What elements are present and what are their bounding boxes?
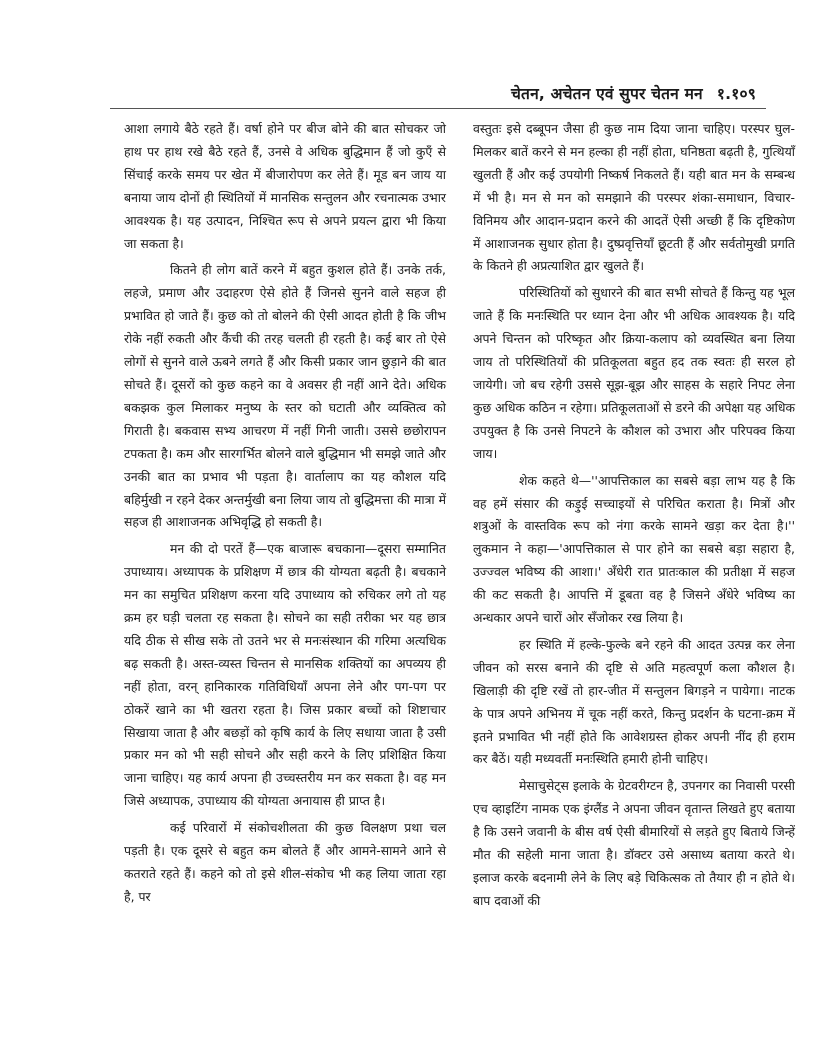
paragraph: हर स्थिति में हल्के-फुल्के बने रहने की आदत उत्पन्न कर लेना जीवन को सरस बनाने की दृष्टि से अति महत्वपूर्ण कला कौशल है। खिलाड़ी की दृष्टि रखें तो हार-जीत में सन्तुलन बिगड़ने न पायेगा। नाटक के पात्र अपने अभिनय में चूक नहीं करते, किन्तु प्रदर्शन के घटना-क्रम में इतने प्रभावित भी नहीं होते कि आवेशग्रस्त होकर अपनी नींद ही हराम कर बैठें। यही मध्यवर्ती मनःस्थिति हमारी होनी चाहिए।	[473, 636, 795, 767]
paragraph: परिस्थितियों को सुधारने की बात सभी सोचते हैं किन्तु यह भूल जाते हैं कि मनःस्थिति पर ध्यान देना और भी अधिक आवश्यक है। यदि अपने चिन्तन को परिष्कृत और क्रिया-कलाप को व्यवस्थित बना लिया जाय तो परिस्थितियों की प्रतिकूलता बहुत हद तक स्वतः ही सरल हो जायेगी। जो बच रहेगी उससे सूझ-बूझ और साहस के सहारे निपट लेना कुछ अधिक कठिन न रहेगा। प्रतिकूलताओं से डरने की अपेक्षा यह अधिक उपयुक्त है कि उनसे निपटने के कौशल को उभारा और परिपक्व किया जाय।	[473, 285, 795, 461]
page-number: १.१०९	[716, 85, 756, 103]
left-column	[124, 118, 446, 909]
paragraph: वस्तुतः इसे दब्बूपन जैसा ही कुछ नाम दिया जाना चाहिए। परस्पर घुल-मिलकर बातें करने से मन हल्का ही नहीं होता, घनिष्ठता बढ़ती है, गुत्थियाँ खुलती हैं और कई उपयोगी निष्कर्ष निकलते हैं। यही बात मन के सम्बन्ध में भी है। मन से मन को समझाने की परस्पर शंका-समाधान, विचार- विनिमय और आदान-प्रदान करने की आदतें ऐसी अच्छी हैं कि दृष्टिकोण में आशाजनक सुधार होता है। दुष्प्रवृत्तियाँ छूटती हैं और सर्वतोमुखी प्रगति के कितने ही अप्रत्याशित द्वार खुलते हैं।	[473, 121, 795, 274]
running-title: चेतन, अचेतन एवं सुपर चेतन मन	[511, 85, 703, 103]
header-rule	[110, 108, 766, 109]
paragraph: कई परिवारों में संकोचशीलता की कुछ विलक्षण प्रथा चल पड़ती है। एक दूसरे से बहुत कम बोलते हैं और आमने-सामने आने से कतराते रहते हैं। कहने को तो इसे शील-संकोच भी कह लिया जाता रहा है, पर	[124, 820, 446, 904]
paragraph: शेक कहते थे—''आपत्तिकाल का सबसे बड़ा लाभ यह है कि वह हमें संसार की कड़ुई सच्चाइयों से परिचित कराता है। मित्रों और शत्रुओं के वास्तविक रूप को नंगा करके सामने खड़ा कर देता है।'' लुकमान ने कहा—'आपत्तिकाल से पार होने का सबसे बड़ा सहारा है, उज्ज्वल भविष्य की आशा।' अँधेरी रात प्रातःकाल की प्रतीक्षा में सहज की कट सकती है। आपत्ति में डूबता वह है जिसने अँधेरे भविष्य का अन्धकार अपने चारों ओर सँजोकर रख लिया है।	[473, 472, 795, 626]
paragraph: मन की दो परतें हैं—एक बाजारू बचकाना—दूसरा सम्मानित उपाध्याय। अध्यापक के प्रशिक्षण में छात्र की योग्यता बढ़ती है। बचकाने मन का समुचित प्रशिक्षण करना यदि उपाध्याय को रुचिकर लगे तो यह क्रम हर घड़ी चलता रह सकता है। सोचने का सही तरीका भर यह छात्र यदि ठीक से सीख सके तो उतने भर से मनःसंस्थान की गरिमा अत्यधिक बढ़ सकती है। अस्त-व्यस्त चिन्तन से मानसिक शक्तियों का अपव्यय ही नहीं होता, वरन् हानिकारक गतिविधियाँ अपना लेने और पग-पग पर ठोकरें खाने का भी खतरा रहता है। जिस प्रकार बच्चों को शिष्टाचार सिखाया जाता है और बछड़ों को कृषि कार्य के लिए सधाया जाता है उसी प्रकार मन को भी सही सोचने और सही करने के लिए प्रशिक्षित किया जाना चाहिए। यह कार्य अपना ही उच्चस्तरीय मन कर सकता है। वह मन जिसे अध्यापक, उपाध्याय की योग्यता अनायास ही प्राप्त है।	[124, 541, 446, 809]
paragraph: मेसाचुसेट्स इलाके के ग्रेटवरीग्टन है, उपनगर का निवासी परसी एच व्हाइटिंग नामक एक इंग्लैंड ने अपना जीवन वृतान्त लिखते हुए बताया है कि उसने जवानी के बीस वर्ष ऐसी बीमारियों से लड़ते हुए बिताये जिन्हें मौत की सहेली माना जाता है। डॉक्टर उसे असाध्य बताया करते थे। इलाज करके बदनामी लेने के लिए बड़े चिकित्सक तो तैयार ही न होते थे। बाप दवाओं की	[473, 778, 795, 908]
paragraph: आशा लगाये बैठे रहते हैं। वर्षा होने पर बीज बोने की बात सोचकर जो हाथ पर हाथ रखे बैठे रहते हैं, उनसे वे अधिक बुद्धिमान हैं जो कुएँ से सिंचाई करके समय पर खेत में बीजारोपण कर लेते हैं। मूड बन जाय या बनाया जाय दोनों ही स्थितियों में मानसिक सन्तुलन और रचनात्मक उभार आवश्यक है। यह उत्पादन, निश्चित रूप से अपने प्रयत्न द्वारा भी किया जा सकता है।	[124, 121, 446, 251]
paragraph: कितने ही लोग बातें करने में बहुत कुशल होते हैं। उनके तर्क, लहजे, प्रमाण और उदाहरण ऐसे होते हैं जिनसे सुनने वाले सहज ही प्रभावित हो जाते हैं। कुछ को तो बोलने की ऐसी आदत होती है कि जीभ रोके नहीं रुकती और कैंची की तरह चलती ही रहती है। कई बार तो ऐसे लोगों से सुनने वाले ऊबने लगते हैं और किसी प्रकार जान छुड़ाने की बात सोचते हैं। दूसरों को कुछ कहने का वे अवसर ही नहीं आने देते। अधिक बकझक कुल मिलाकर मनुष्य के स्तर को घटाती और व्यक्तित्व को गिराती है। बकवास सभ्य आचरण में नहीं गिनी जाती। उससे छछोरापन टपकता है। कम और सारगर्भित बोलने वाले बुद्धिमान भी समझे जाते और उनकी बात का प्रभाव भी पड़ता है। वार्तालाप का यह कौशल यदि बहिर्मुखी न रहने देकर अन्तर्मुखी बना लिया जाय तो बुद्धिमत्ता की मात्रा में सहज ही आशाजनक अभिवृद्धि हो सकती है।	[124, 262, 446, 530]
page-header	[511, 82, 756, 104]
right-column	[473, 118, 795, 913]
